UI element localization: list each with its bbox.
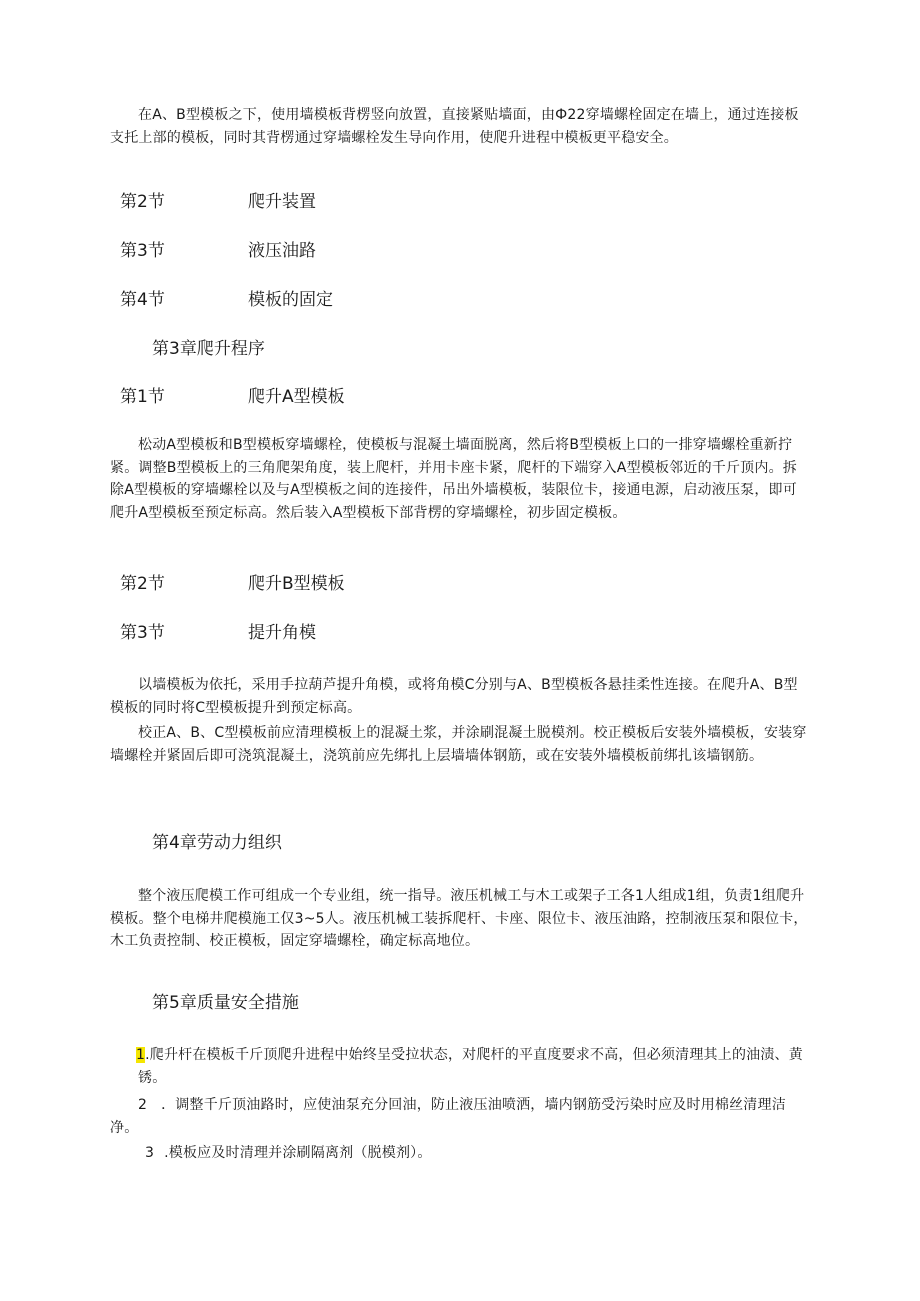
section-heading	[120, 621, 316, 645]
list-item-number: 3	[145, 1145, 155, 1161]
list-item-text: .模板应及时清理并涂刷隔离剂（脱模剂）。	[164, 1145, 432, 1161]
chapter-heading: 第3章爬升程序	[152, 339, 265, 359]
intro-paragraph: 在A、B型模板之下，使用墙模板背楞竖向放置，直接紧贴墙面，由Ф22穿墙螺栓固定在墙上，通过连接板支托上部的模板，同时其背楞通过穿墙螺栓发生导向作用，使爬升进程中模板更平稳安全。	[110, 107, 799, 146]
body-paragraph: 校正A、B、C型模板前应清理模板上的混凝土浆，并涂刷混凝土脱模剂。校正模板后安装外墙模板，安装穿墙螺栓并紧固后即可浇筑混凝土，浇筑前应先绑扎上层墙墙体钢筋，或在安装外墙模板前绑扎该墙钢筋。	[110, 725, 807, 764]
section-title: 爬升B型模板	[248, 574, 345, 594]
section-heading	[120, 572, 345, 596]
section-number: 第2节	[120, 192, 165, 212]
list-item-number: 2	[138, 1097, 148, 1113]
section-title: 爬升A型模板	[248, 387, 345, 407]
section-number: 第3节	[120, 241, 165, 261]
section-number: 第1节	[120, 387, 165, 407]
list-item	[145, 1142, 810, 1165]
chapter-heading: 第5章质量安全措施	[152, 993, 299, 1013]
section-number: 第2节	[120, 574, 165, 594]
chapter-heading: 第4章劳动力组织	[152, 833, 282, 853]
section-title: 爬升装置	[248, 192, 316, 212]
list-item-text: ．调整千斤顶油路时，应使油泵充分回油，防止液压油喷洒，墙内钢筋受污染时应及时用棉丝清理洁净。	[110, 1097, 786, 1136]
body-paragraph: 松动A型模板和B型模板穿墙螺栓，使模板与混凝土墙面脱离，然后将B型模板上口的一排穿墙螺栓重新拧紧。调整B型模板上的三角爬架角度，装上爬杆，并用卡座卡紧，爬杆的下端穿入A型模板邻近的千斤顶内。拆除A型模板的穿墙螺栓以及与A型模板之间的连接件，吊出外墙模板，装限位卡，接通电源，启动液压泵，即可爬升A型模板至预定标高。然后装入A型模板下部背楞的穿墙螺栓，初步固定模板。	[110, 437, 797, 521]
section-title: 模板的固定	[248, 290, 333, 310]
section-heading	[120, 190, 316, 214]
body-paragraph: 以墙模板为依托，采用手拉葫芦提升角模，或将角模C分别与A、B型模板各悬挂柔性连接。在爬升A、B型模板的同时将C型模板提升到预定标高。	[110, 677, 798, 716]
section-title: 提升角模	[248, 623, 316, 643]
highlighted-number: 1	[136, 1047, 146, 1063]
section-heading	[120, 288, 333, 312]
section-heading	[120, 385, 345, 409]
section-number: 第3节	[120, 623, 165, 643]
list-item	[138, 1044, 810, 1089]
list-item	[110, 1094, 810, 1139]
list-item-text: .爬升杆在模板千斤顶爬升进程中始终呈受拉状态，对爬杆的平直度要求不高，但必须清理其上的油渍、黄锈。	[138, 1047, 803, 1086]
section-number: 第4节	[120, 290, 165, 310]
section-heading	[120, 239, 316, 263]
body-paragraph: 整个液压爬模工作可组成一个专业组，统一指导。液压机械工与木工或架子工各1人组成1组，负责1组爬升模板。整个电梯井爬模施工仅3~5人。液压机械工装拆爬杆、卡座、限位卡、液压油路，控制液压泵和限位卡，木工负责控制、校正模板，固定穿墙螺栓，确定标高地位。	[110, 888, 808, 949]
section-title: 液压油路	[248, 241, 316, 261]
